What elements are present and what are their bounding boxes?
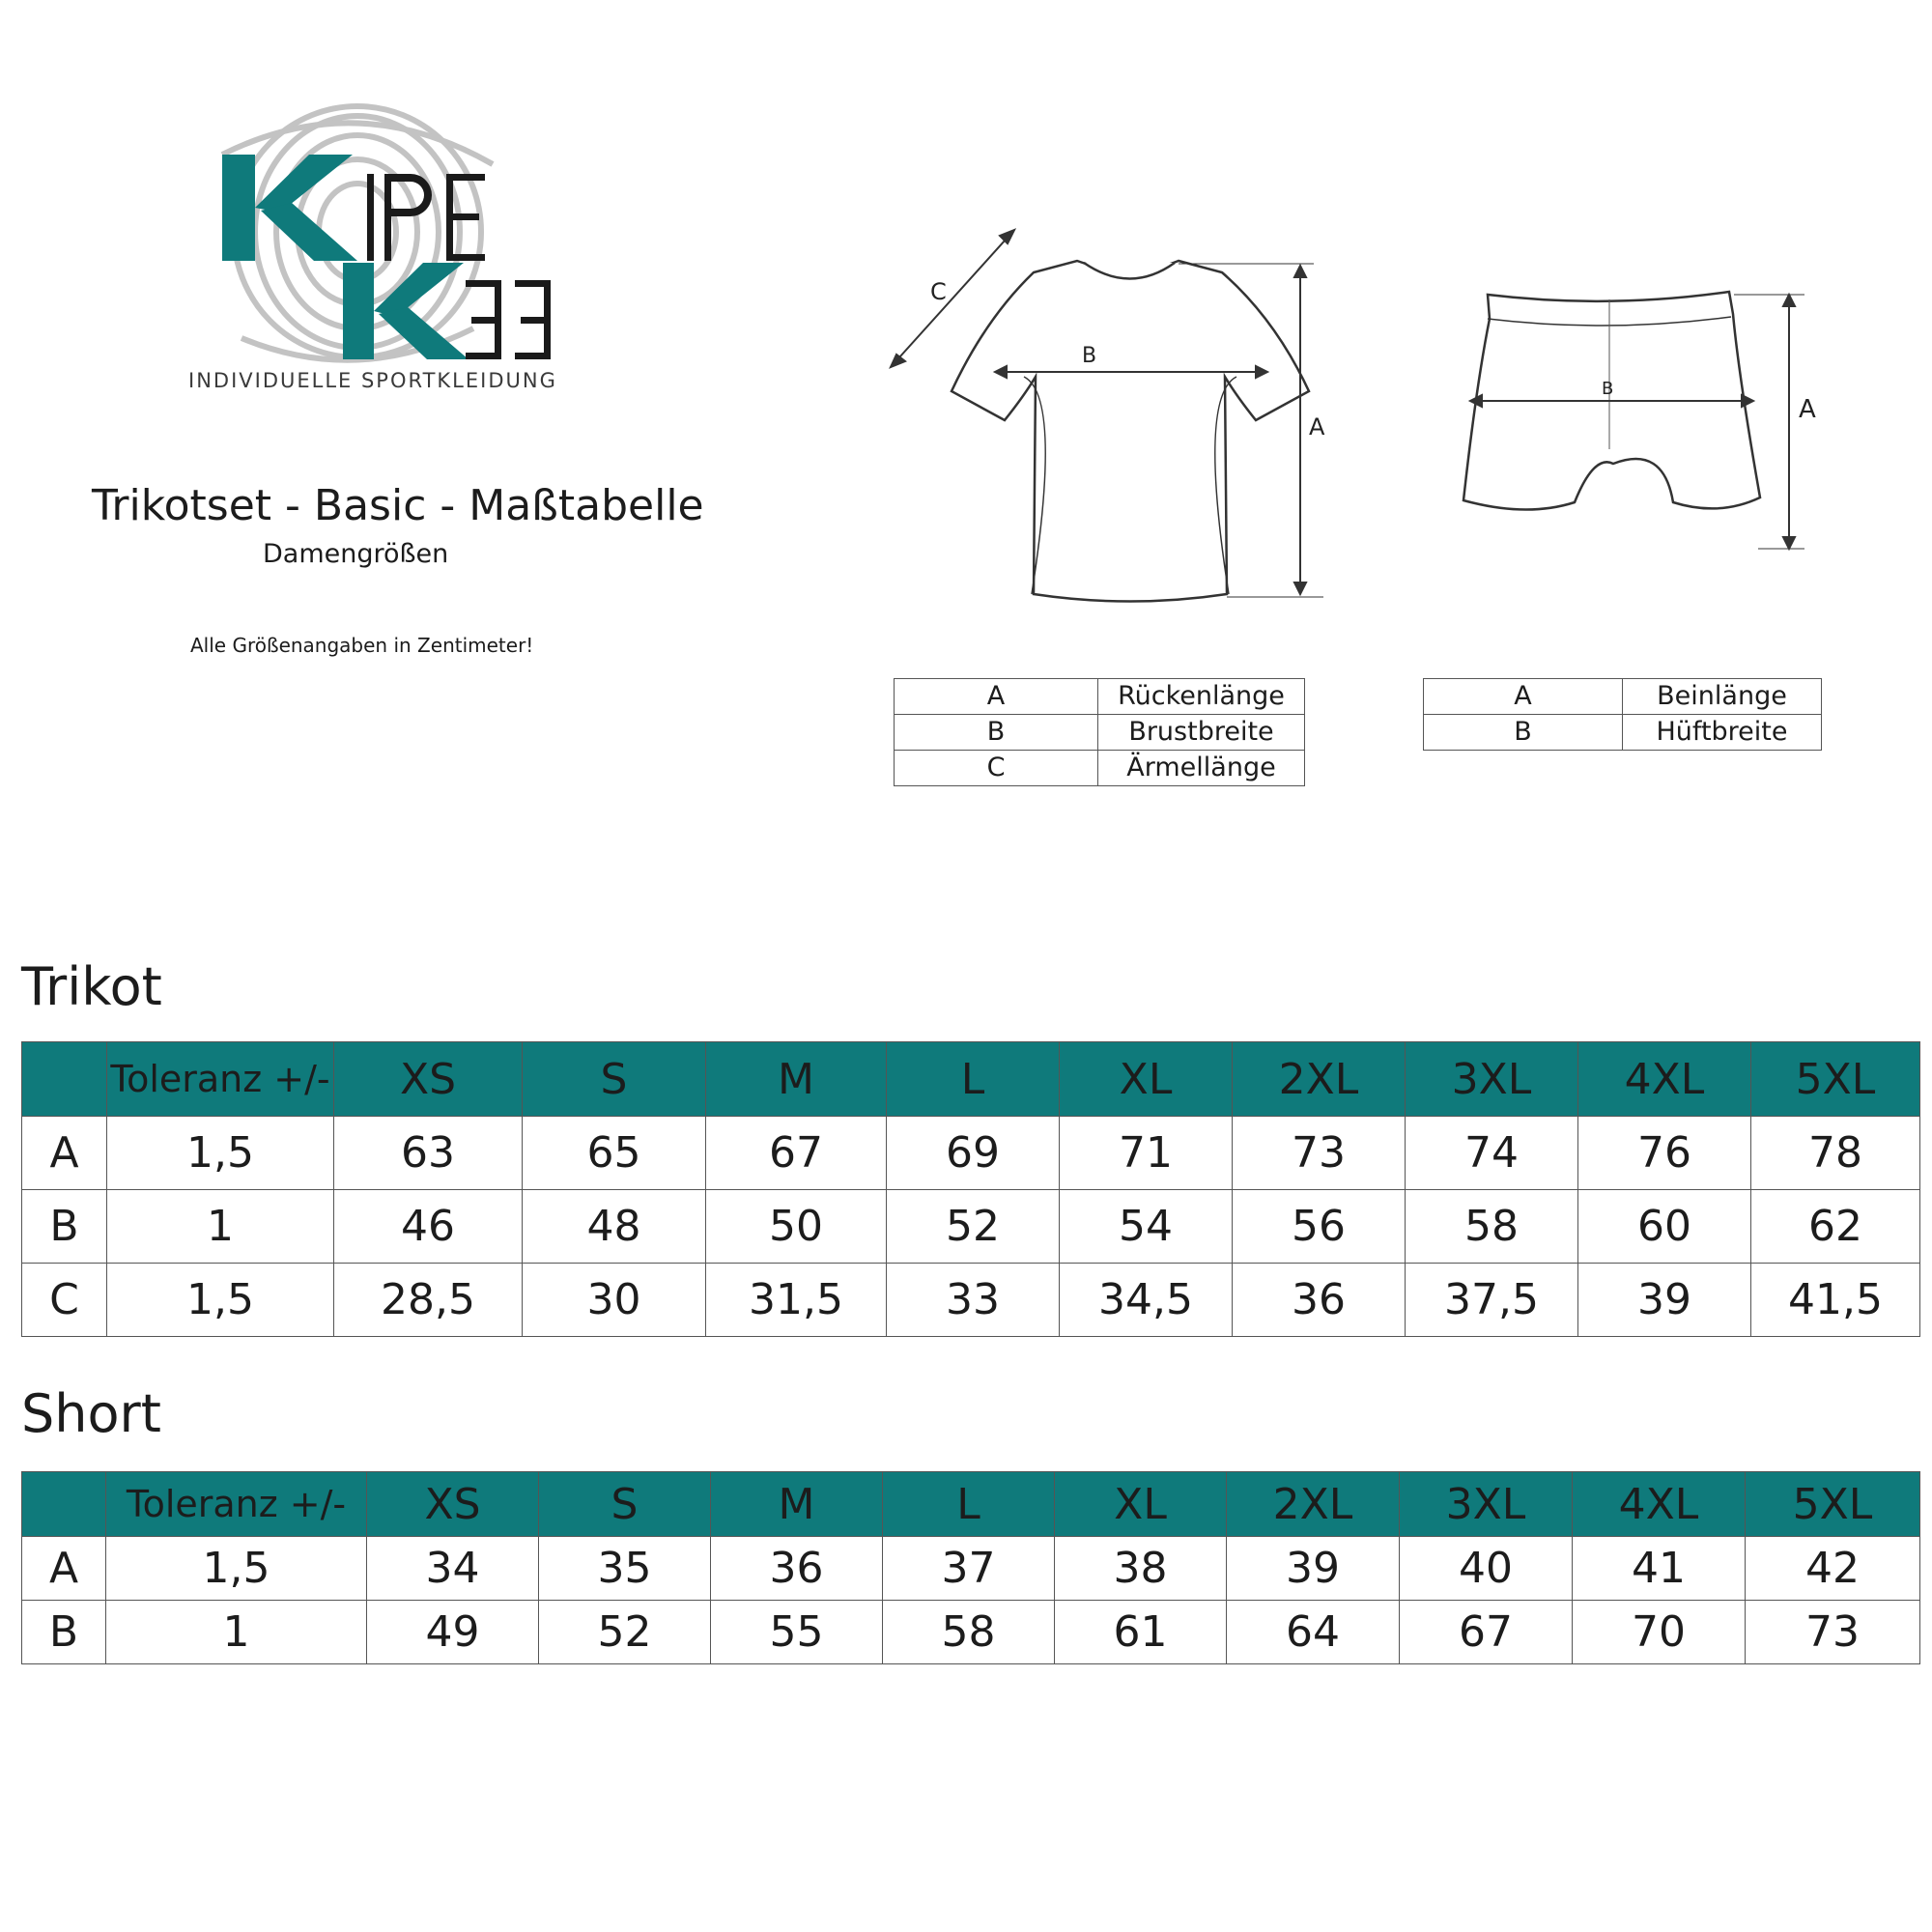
- table-cell: 55: [711, 1601, 883, 1664]
- header-cell: L: [887, 1042, 1060, 1117]
- table-cell: 61: [1055, 1601, 1227, 1664]
- table-cell: 48: [523, 1190, 706, 1264]
- table-cell: 1,5: [107, 1117, 334, 1190]
- table-cell: 52: [887, 1190, 1060, 1264]
- table-cell: 63: [334, 1117, 523, 1190]
- brand-logo: [164, 97, 599, 415]
- table-row: [22, 1190, 1920, 1264]
- table-cell: 39: [1578, 1264, 1751, 1337]
- legend-label: Brustbreite: [1098, 715, 1305, 751]
- brand-tagline: INDIVIDUELLE SPORTKLEIDUNG: [188, 369, 557, 392]
- table-cell: A: [22, 1117, 107, 1190]
- table-cell: 34,5: [1060, 1264, 1233, 1337]
- legend-key: A: [895, 679, 1098, 715]
- table-cell: 60: [1578, 1190, 1751, 1264]
- table-cell: 62: [1751, 1190, 1920, 1264]
- table-row: [22, 1601, 1920, 1664]
- legend-key: B: [1424, 715, 1623, 751]
- table-header-row: [22, 1042, 1920, 1117]
- shirt-label-c: C: [930, 278, 947, 305]
- table-cell: 37: [883, 1537, 1055, 1601]
- table-cell: C: [22, 1264, 107, 1337]
- header-cell: XL: [1060, 1042, 1233, 1117]
- table-cell: 41,5: [1751, 1264, 1920, 1337]
- table-cell: 42: [1746, 1537, 1920, 1601]
- header-cell: 5XL: [1751, 1042, 1920, 1117]
- table-cell: 52: [539, 1601, 711, 1664]
- table-cell: 56: [1233, 1190, 1406, 1264]
- table-cell: 71: [1060, 1117, 1233, 1190]
- header-cell: 2XL: [1227, 1472, 1400, 1537]
- header-cell: 4XL: [1573, 1472, 1746, 1537]
- table-cell: 67: [706, 1117, 887, 1190]
- legend-label: Ärmellänge: [1098, 751, 1305, 786]
- table-cell: B: [22, 1190, 107, 1264]
- table-cell: 58: [1406, 1190, 1578, 1264]
- short-size-table: [21, 1471, 1920, 1664]
- table-cell: 30: [523, 1264, 706, 1337]
- table-cell: 39: [1227, 1537, 1400, 1601]
- table-cell: 73: [1746, 1601, 1920, 1664]
- table-header-row: [22, 1472, 1920, 1537]
- table-cell: 34: [367, 1537, 539, 1601]
- table-row: [22, 1117, 1920, 1190]
- legend-key: A: [1424, 679, 1623, 715]
- table-cell: 33: [887, 1264, 1060, 1337]
- table-cell: 69: [887, 1117, 1060, 1190]
- table-cell: 50: [706, 1190, 887, 1264]
- header-cell: 5XL: [1746, 1472, 1920, 1537]
- table-row: [22, 1264, 1920, 1337]
- header-cell: Toleranz +/-: [107, 1042, 334, 1117]
- table-cell: 31,5: [706, 1264, 887, 1337]
- header-cell: XS: [367, 1472, 539, 1537]
- table-cell: 37,5: [1406, 1264, 1578, 1337]
- table-cell: 1: [106, 1601, 367, 1664]
- legend-label: Hüftbreite: [1623, 715, 1822, 751]
- legend-label: Beinlänge: [1623, 679, 1822, 715]
- header-cell: XL: [1055, 1472, 1227, 1537]
- table-cell: 64: [1227, 1601, 1400, 1664]
- shirt-label-b: B: [1082, 344, 1097, 368]
- legend-row: [1424, 715, 1822, 751]
- header-cell: M: [706, 1042, 887, 1117]
- table-cell: 76: [1578, 1117, 1751, 1190]
- table-cell: 28,5: [334, 1264, 523, 1337]
- table-cell: 1,5: [107, 1264, 334, 1337]
- legend-row: [895, 751, 1305, 786]
- table-cell: 41: [1573, 1537, 1746, 1601]
- fingerprint-logo-graphic: [164, 97, 599, 367]
- table-cell: 58: [883, 1601, 1055, 1664]
- shorts-measurement-diagram: [1420, 270, 1845, 618]
- trikot-section-title: Trikot: [21, 956, 162, 1017]
- table-cell: 38: [1055, 1537, 1227, 1601]
- shirt-label-a: A: [1309, 413, 1325, 440]
- table-cell: 67: [1400, 1601, 1573, 1664]
- table-cell: 74: [1406, 1117, 1578, 1190]
- header-cell: 2XL: [1233, 1042, 1406, 1117]
- short-section-title: Short: [21, 1383, 161, 1444]
- header-cell: [22, 1042, 107, 1117]
- table-cell: 35: [539, 1537, 711, 1601]
- shorts-label-a: A: [1799, 395, 1816, 424]
- unit-note: Alle Größenangaben in Zentimeter!: [190, 634, 534, 657]
- legend-key: C: [895, 751, 1098, 786]
- trikot-size-table: [21, 1041, 1920, 1337]
- table-row: [22, 1537, 1920, 1601]
- table-cell: 49: [367, 1601, 539, 1664]
- shirt-legend-table: [894, 678, 1305, 786]
- document-subtitle: Damengrößen: [263, 539, 449, 569]
- table-cell: 54: [1060, 1190, 1233, 1264]
- header-cell: [22, 1472, 106, 1537]
- table-cell: 36: [1233, 1264, 1406, 1337]
- header-cell: Toleranz +/-: [106, 1472, 367, 1537]
- shorts-label-b: B: [1602, 379, 1614, 399]
- legend-row: [1424, 679, 1822, 715]
- legend-label: Rückenlänge: [1098, 679, 1305, 715]
- legend-row: [895, 715, 1305, 751]
- shirt-measurement-diagram: [869, 213, 1352, 618]
- table-cell: 36: [711, 1537, 883, 1601]
- table-cell: A: [22, 1537, 106, 1601]
- header-cell: XS: [334, 1042, 523, 1117]
- header-cell: 3XL: [1400, 1472, 1573, 1537]
- table-cell: 40: [1400, 1537, 1573, 1601]
- shorts-legend-table: [1423, 678, 1822, 751]
- header-cell: S: [523, 1042, 706, 1117]
- header-cell: 4XL: [1578, 1042, 1751, 1117]
- table-cell: 73: [1233, 1117, 1406, 1190]
- header-cell: 3XL: [1406, 1042, 1578, 1117]
- table-cell: 1,5: [106, 1537, 367, 1601]
- table-cell: 70: [1573, 1601, 1746, 1664]
- table-cell: 65: [523, 1117, 706, 1190]
- header-cell: L: [883, 1472, 1055, 1537]
- header-cell: S: [539, 1472, 711, 1537]
- table-cell: 46: [334, 1190, 523, 1264]
- header-cell: M: [711, 1472, 883, 1537]
- legend-key: B: [895, 715, 1098, 751]
- table-cell: B: [22, 1601, 106, 1664]
- table-cell: 1: [107, 1190, 334, 1264]
- document-title: Trikotset - Basic - Maßtabelle: [92, 481, 704, 530]
- table-cell: 78: [1751, 1117, 1920, 1190]
- legend-row: [895, 679, 1305, 715]
